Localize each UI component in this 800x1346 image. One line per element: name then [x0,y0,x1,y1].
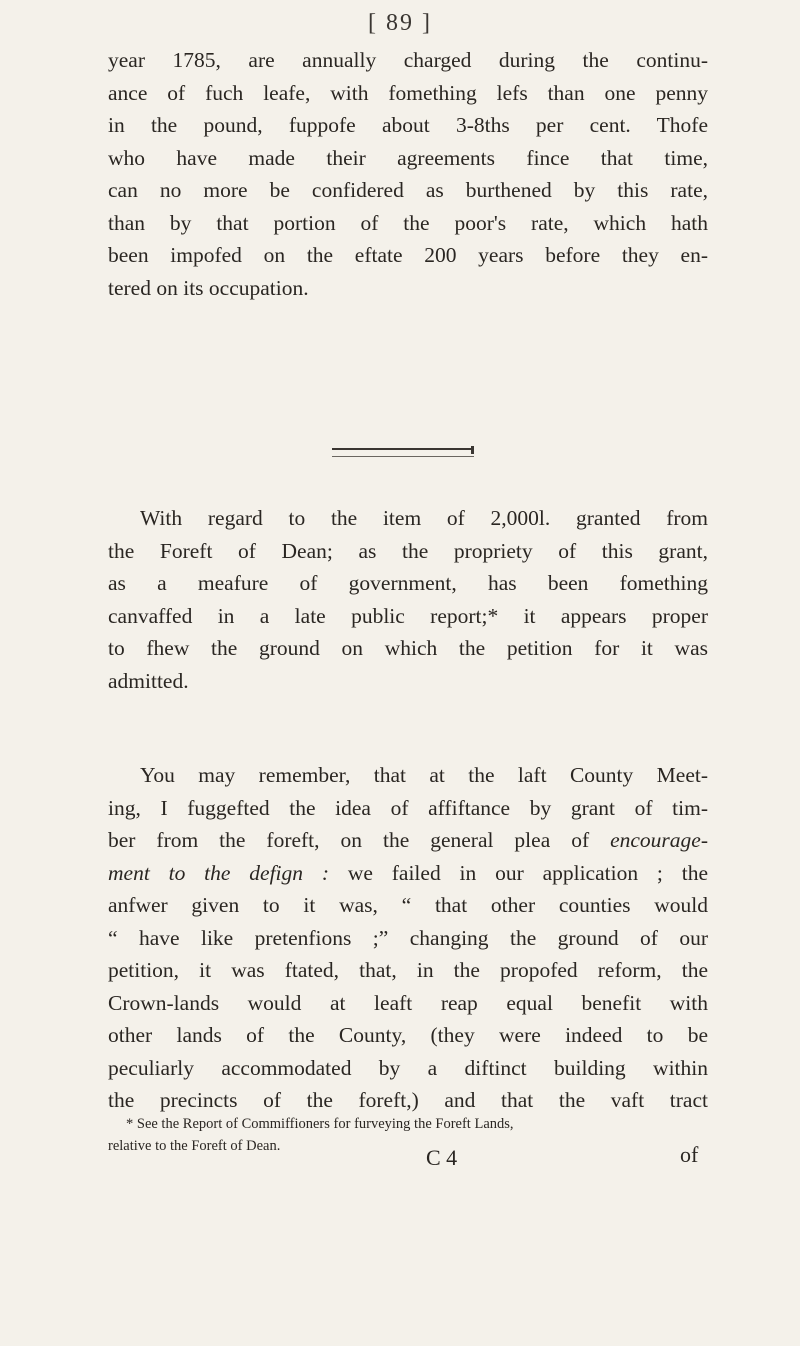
paragraph-2 [108,502,708,697]
text-line: who have made their agreements fince that time, [108,145,708,170]
text-line: year 1785, are annually charged during the continu- [108,48,708,72]
text-line: other lands of the County, (they were indeed to be [108,1023,708,1047]
text-line: the precincts of the foreft,) and that the vaft tract [108,1088,708,1112]
text-line: to fhew the ground on which the petition for it was [108,636,708,660]
text-line: admitted. [108,668,189,693]
text-line: petition, it was ftated, that, in the propofed reform, the [108,958,708,982]
text-line: “ have like pretenfions ;” changing the ground of our [108,925,708,950]
text-segment: ber from the foreft, on the general plea of [108,828,611,852]
text-line: been impofed on the eftate 200 years before they en- [108,243,708,267]
text-line: Crown-lands would at leaft reap equal benefit with [108,990,708,1015]
italic-segment: encourage- [610,828,708,852]
text-line: can no more be confidered as burthened by this rate, [108,178,708,202]
catchword: of [680,1142,699,1167]
text-segment: we failed in our application ; the [329,860,708,885]
text-line [108,857,708,890]
footnote [108,1113,713,1157]
text-line: than by that portion of the poor's rate, which hath [108,210,708,235]
footnote-line: * See the Report of Commiffioners for furveying the Foreft Lands, [126,1116,514,1132]
text-line: peculiarly accommodated by a diftinct building within [108,1055,708,1080]
paragraph-1 [108,44,708,304]
italic-segment: ment to the defign : [108,860,330,885]
text-line: With regard to the item of 2,000l. granted from [140,506,708,530]
text-line: the Foreft of Dean; as the propriety of this grant, [108,538,708,563]
signature-mark: C 4 [426,1145,458,1170]
text-line: tered on its occupation. [108,275,309,300]
page-number: [ 89 ] [368,10,432,36]
text-line: in the pound, fuppofe about 3-8ths per cent. Thofe [108,113,708,137]
text-line: anfwer given to it was, “ that other counties would [108,893,708,917]
text-line: ing, I fuggefted the idea of affiftance by grant of tim- [108,795,708,820]
footnote-line: relative to the Foreft of Dean. [108,1138,281,1154]
text-line [108,824,708,857]
text-line: canvaffed in a late public report;* it appears proper [108,603,708,628]
text-line: You may remember, that at the laft County Meet- [140,763,708,787]
text-line: as a meafure of government, has been fomething [108,571,708,595]
paragraph-3 [108,759,708,1117]
text-line: ance of fuch leafe, with fomething lefs than one penny [108,80,708,105]
section-divider [332,448,474,457]
